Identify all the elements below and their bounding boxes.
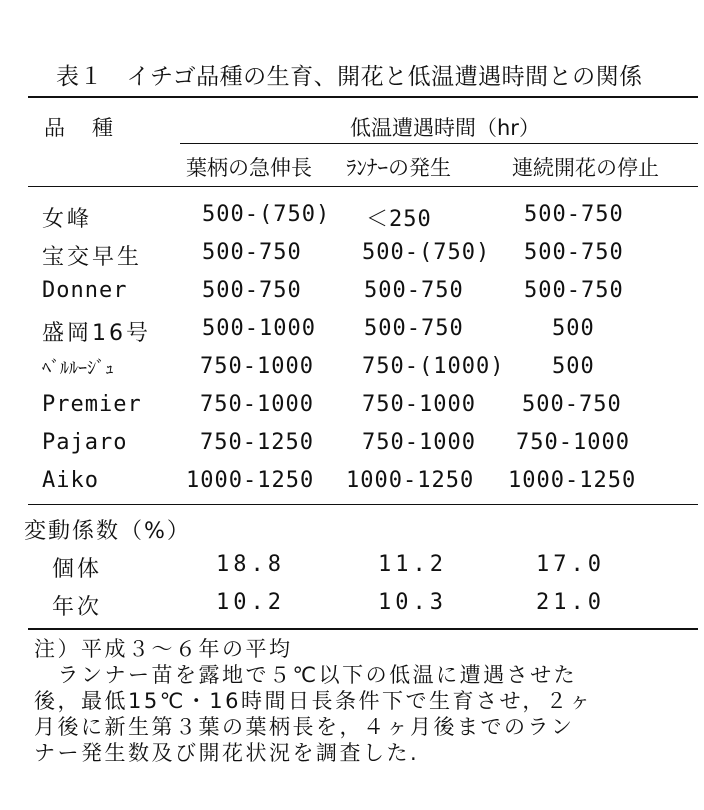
row-col2: ＜250 [366, 207, 432, 232]
row-name: ﾍﾞﾙﾙｰｼﾞｭ [42, 358, 114, 379]
row-col3: 500 [552, 316, 595, 341]
row-name: 女峰 [42, 207, 93, 232]
row-name: Aiko [42, 468, 99, 493]
row-col1: 500-1000 [202, 316, 316, 341]
row-col2: 750-(1000) [362, 354, 505, 379]
row-col3: 1000-1250 [508, 468, 637, 493]
row-col3: 750-1000 [516, 430, 630, 455]
header-group: 低温遭遇時間（hr） [350, 116, 540, 140]
cv-row-name: 個体 [52, 557, 103, 582]
row-col3: 500 [552, 354, 595, 379]
row-name: 盛岡16号 [42, 321, 151, 346]
row-col3: 500-750 [522, 392, 622, 417]
row-col2: 750-1000 [362, 392, 476, 417]
row-name: Pajaro [42, 430, 128, 455]
cv-row-col3: 17.0 [536, 552, 605, 577]
row-col1: 750-1000 [200, 354, 314, 379]
row-col3: 500-750 [524, 202, 624, 227]
row-name: 宝交早生 [42, 245, 143, 270]
row-col2: 1000-1250 [346, 468, 475, 493]
header-col2: ﾗﾝﾅｰの発生 [346, 156, 451, 180]
row-col2: 500-750 [364, 316, 464, 341]
table-title: 表１ イチゴ品種の生育、開花と低温遭遇時間との関係 [56, 64, 643, 90]
row-col1: 500-750 [202, 278, 302, 303]
note-line-1: 注）平成３～６年の平均 [34, 637, 293, 661]
note-line-5: ナー発生数及び開花状況を調査した. [34, 741, 420, 765]
row-name: Premier [42, 392, 142, 417]
header-variety: 品 種 [44, 116, 116, 140]
row-col1: 750-1250 [200, 430, 314, 455]
note-line-3: 後，最低15℃・16時間日長条件下で生育させ，２ヶ [34, 689, 593, 713]
header-bottom-rule [28, 186, 698, 187]
cv-row-col1: 10.2 [216, 590, 285, 615]
note-line-2: ランナー苗を露地で５℃以下の低温に遭遇させた [34, 663, 578, 687]
note-line-4: 月後に新生第３葉の葉柄長を，４ヶ月後までのラン [34, 715, 575, 739]
header-group-rule [180, 143, 698, 144]
row-col1: 1000-1250 [186, 468, 315, 493]
row-col2: 500-750 [364, 278, 464, 303]
cv-row-col3: 21.0 [536, 590, 605, 615]
cv-top-rule [28, 504, 698, 505]
cv-row-col2: 10.3 [378, 590, 447, 615]
bottom-rule [28, 628, 698, 630]
header-col3: 連続開花の停止 [512, 156, 659, 180]
row-col1: 750-1000 [200, 392, 314, 417]
cv-label: 変動係数（%） [24, 519, 191, 544]
cv-row-name: 年次 [52, 595, 103, 620]
cv-row-col2: 11.2 [378, 552, 447, 577]
row-col2: 500-(750) [362, 240, 491, 265]
row-name: Donner [42, 278, 128, 303]
row-col1: 500-(750) [202, 202, 331, 227]
row-col2: 750-1000 [362, 430, 476, 455]
cv-row-col1: 18.8 [216, 552, 285, 577]
header-col1: 葉柄の急伸長 [186, 156, 312, 180]
row-col3: 500-750 [524, 240, 624, 265]
top-rule [28, 96, 698, 98]
row-col3: 500-750 [524, 278, 624, 303]
row-col1: 500-750 [202, 240, 302, 265]
